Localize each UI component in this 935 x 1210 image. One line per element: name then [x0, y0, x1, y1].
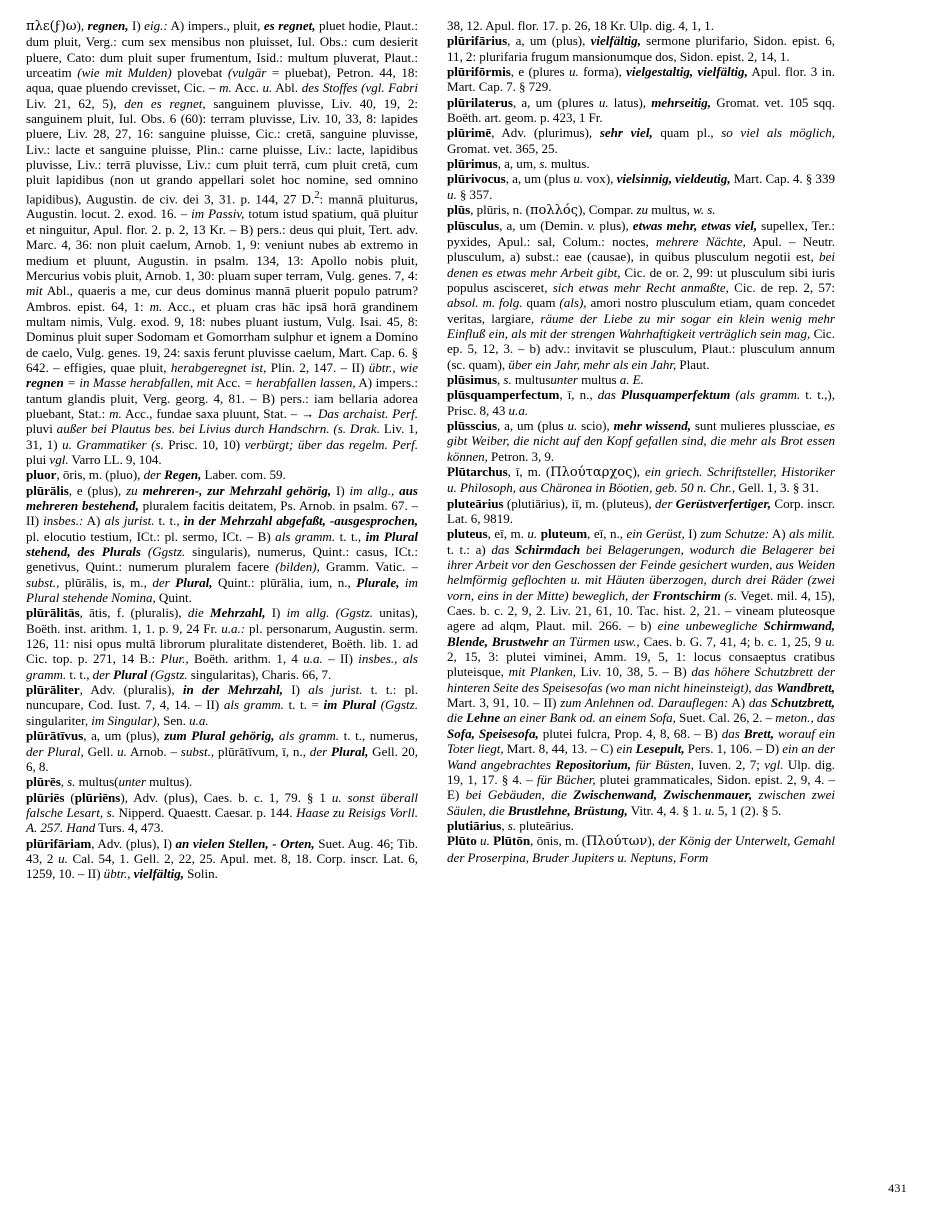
- dictionary-entry: plūriēs (plūriēns), Adv. (plus), Caes. b. c. 1, 79. § 1 u. sonst überall falsche Lesart, s. Nipperd. Quaestt. Caesar. p. 144. Haase zu Reisigs Vorll. A. 257. Hand Turs. 4, 473.: [26, 789, 418, 836]
- dictionary-entry: plūrāliter, Adv. (pluralis), in der Mehrzahl, I) als jurist. t. t.: pl. nuncupare, Cod. Iust. 7, 4, 14. – II) als gramm. t. t. = im Plural (Ggstz. singulariter, im Singular), Sen. u.a.: [26, 682, 418, 728]
- dictionary-entry: pluteus, eī, m. u. pluteum, eī, n., ein Gerüst, I) zum Schutze: A) als milit. t. t.: a) das Schirmdach bei Belagerungen, wodurch die Belagerer bei ihrer Arbeit vor den Geschossen der Feinde gesichert wurden, aus Weiden helmförmig geflochten u. mit Häuten überzogen, durch drei Räder (zwei vorn, eins in der Mitte) beweglich, der Frontschirm (s. Veget. mil. 4, 15), Caes. b. c. 2, 9, 2. Liv. 21, 61, 10. Tac. hist. 2, 21. – vineam pluteosque agere ad alqm, Plaut. mil. 266. – b) eine unbewegliche Schirmwand, Blende, Brustwehr an Türmen usw., Caes. b. G. 7, 41, 4; b. c. 1, 25, 9 u. 2, 15, 3: plutei viminei, Amm. 19, 5, 1: locus consaeptus cratibus pluteisque, mit Planken, Liv. 10, 38, 5. – B) das höhere Schutzbrett der hinteren Seite des Speisesofas (wo man nicht hineinsteigt), das Wandbrett, Mart. 3, 91, 10. – II) zum Anlehnen od. Darauflegen: A) das Schutzbrett, die Lehne an einer Bank od. an einem Sofa, Suet. Cal. 26, 2. – meton., das Sofa, Speisesofa, plutei fulcra, Prop. 4, 8, 68. – B) das Brett, worauf ein Toter liegt, Mart. 8, 44, 13. – C) ein Lesepult, Pers. 1, 106. – D) ein an der Wand angebrachtes Repositorium, für Büsten, Iuven. 2, 7; vgl. Ulp. dig. 19, 1, 17. § 4. – für Bücher, plutei grammaticales, Sidon. epist. 2, 9, 4. – E) bei Gebäuden, die Zwischenwand, Zwischenmauer, zwischen zwei Säulen, die Brustlehne, Brüstung, Vitr. 4, 4. § 1. u. 5, 1 (2). § 5.: [447, 526, 836, 818]
- dictionary-entry: plūrifōrmis, e (plures u. forma), vielgestaltig, vielfältig, Apul. flor. 3 in. Mart. Cap. 7. § 729.: [447, 64, 835, 95]
- dictionary-entry: plūrālis, e (plus), zu mehreren-, zur Mehrzahl gehörig, I) im allg., aus mehreren bestehend, pluralem facitis deitatem, Ps. Arnob. in psalm. 67. – II) insbes.: A) als jurist. t. t., in der Mehrzahl abgefaßt, -ausgesprochen, pl. elocutio testium, ICt.: pl. sermo, ICt. – B) als gramm. t. t., im Plural stehend, des Plurals (Ggstz. singularis), numerus, Quint.: casus, ICt.: genetivus, Quint.: numerum pluralem facere (bilden), Gramm. Vatic. – subst., plūrālis, is, m., der Plural, Quint.: plūrālia, ium, n., Plurale, im Plural stehende Nomina, Quint.: [26, 482, 418, 606]
- dictionary-entry: plūrēs, s. multus(unter multus).: [26, 774, 193, 790]
- dictionary-entry: plūrimus, a, um, s. multus.: [447, 156, 590, 172]
- dictionary-entry: plūrivocus, a, um (plus u. vox), vielsinnig, vieldeutig, Mart. Cap. 4. § 339 u. § 357.: [447, 171, 836, 202]
- dictionary-entry: plutiārius, s. pluteārius.: [447, 817, 574, 833]
- dictionary-entry: plūsimus, s. multusunter multus a. E.: [447, 371, 644, 387]
- dictionary-entry: plūrifāriam, Adv. (plus), I) an vielen Stellen, - Orten, Suet. Aug. 46; Tib. 43, 2 u. Cal. 54, 1. Gell. 2, 22, 25. Apul. met. 8, 18. Corp. inscr. Lat. 6, 1259, 10. – II) übtr., vielfältig, Solin.: [26, 835, 418, 882]
- dictionary-entry: plūsscius, a, um (plus u. scio), mehr wissend, sunt mulieres plussciae, es gibt Weiber, die nicht auf den Kopf gefallen sind, die mehr als Brot essen können, Petron. 3, 9.: [447, 417, 835, 464]
- page-number: 431: [888, 1181, 907, 1195]
- dictionary-entry: plūs, plūris, n. (πολλός), Compar. zu multus, w. s.: [447, 202, 716, 219]
- dictionary-entry: πλε(ϝ)ω), regnen, I) eig.: A) impers., pluit, es regnet, pluet hodie, Plaut.: dum pluit, Verg.: cum sex mensibus non pluisset, Iul. Obs.: cum desierit pluere, Cato: dum pluit super frumentum, Isid.: multum pluverat, Plaut.: urceatim (wie mit Mulden) plovebat (vulgär = pluebat), Petron. 44, 18: aqua, quae pluendo crevisset, Cic. – m. Acc. u. Abl. des Stoffes (vgl. Fabri Liv. 21, 62, 5), den es regnet, sanguinem pluvisse, Liv. 40, 19, 2: sanguinem pluit, Iul. Obs. 6 (60): terram pluvisse, Liv. 10, 33, 8: lapides pluere, Liv. 28, 27, 16: sanguine pluisse, Cic.: cretā, sanguine pluvisse, Liv.: lacte et sanguine pluisse, Plin.: carne pluisse, Liv.: lacte, lapidibus pluvisse, Liv.: terrā pluvisse, Liv.: cum pluit terrā, cum pluit cretā, cum pluit lapidibus (non ut grando appellari solet hoc nomine, sed omnino lapidibus), Augustin. de civ. dei 3, 31. p. 144, 27 D.$^2$: mannā pluiturus, Augustin. locut. 2. exod. 16. – im Passiv, totum istud spatium, quā pluitur et ninguitur, Apul. flor. 2. p. 2, 13 Kr. – B) pers.: deus qui pluit, Tert. adv. Marc. 4, 36: non pluit caelum, Arnob. 1, 9: veniunt nubes ab extremo in medium et pluunt, Augustin. in psalm. 134, 13: Apollo nobis pluit, Mercurius vobis pluit, Arnob. 1, 30: pluam super terram, Vulg. genes. 7, 4: mit Abl., quaeris a me, cur deus dominus mannā pluerit populo patrum? Ambros. epist. 64, 1: m. Acc., et pluam cras hāc ipsā horā grandinem multam nimis, Vulg. exod. 9, 18: nubes pluant iustum, Vulg. Isai. 45, 8: Dominus pluit super Sodomam et Gomorrham sulphur et ignem a Domino de caelo, Vulg. genes. 19, 24: saxis ferunt pluvisse caelum, Mart. Cap. 6. § 642. – effigies, quae pluit, herabgeregnet ist, Plin. 2, 147. – II) übtr., wie regnen = in Masse herabfallen, mit Acc. = herabfallen lassen, A) impers.: tantum glandis pluit, Verg. georg. 4, 81. – B) pers.: iam bellaria adorea pluebant, Stat.: m. Acc., fundae saxa pluunt, Stat. – → Das archaist. Perf. pluvi außer bei Plautus bes. bei Livius durch Handschrn. (s. Drak. Liv. 1, 31, 1) u. Grammatiker (s. Prisc. 10, 10) verbürgt; über das regelm. Perf. plui vgl. Varro LL. 9, 104.: [26, 18, 419, 467]
- left-column: [26, 18, 430, 882]
- dictionary-entry: plūrifārius, a, um (plus), vielfältig, sermone plurifario, Sidon. epist. 6, 11, 2: plurifaria frugum mansionumque dos, Sidon. epist. 2, 14, 1.: [447, 33, 835, 64]
- dictionary-entry: 38, 12. Apul. flor. 17. p. 26, 18 Kr. Ulp. dig. 4, 1, 1.: [447, 18, 714, 33]
- right-column: [431, 18, 835, 865]
- dictionary-entry: plūsquamperfectum, ī, n., das Plusquamperfektum (als gramm. t. t.,), Prisc. 8, 43 u.a.: [447, 387, 835, 418]
- dictionary-entry: Plūtarchus, ī, m. (Πλούταρχος), ein griech. Schriftsteller, Historiker u. Philosoph, aus Chäronea in Böotien, geb. 50 n. Chr., Gell. 1, 3. § 31.: [447, 463, 835, 496]
- dictionary-entry: plūrilaterus, a, um (plures u. latus), mehrseitig, Gromat. vet. 105 sqq. Boëth. art. geom. p. 423, 1 Fr.: [447, 94, 835, 126]
- dictionary-entry: pluor, ōris, m. (pluo), der Regen, Laber. com. 59.: [26, 467, 286, 483]
- page-columns: [26, 18, 909, 1168]
- dictionary-entry: plūrālitās, ātis, f. (pluralis), die Mehrzahl, I) im allg. (Ggstz. unitas), Boëth. inst. arithm. 1, 1. p. 9, 24 Fr. u.a.: pl. personarum, Augustin. serm. 126, 11: nisi opus multā librorum pluralitate distenderet, Boëth. lib. 1. ad Cic. top. p. 271, 14 B.: Plur., Boëth. arithm. 1, 4 u.a. – II) insbes., als gramm. t. t., der Plural (Ggstz. singularitas), Charis. 66, 7.: [26, 605, 418, 682]
- dictionary-entry: plūrimē, Adv. (plurimus), sehr viel, quam pl., so viel als möglich, Gromat. vet. 365, 25.: [447, 125, 835, 156]
- dictionary-entry: plūrātīvus, a, um (plus), zum Plural gehörig, als gramm. t. t., numerus, der Plural, Gell. u. Arnob. – subst., plūrātīvum, ī, n., der Plural, Gell. 20, 6, 8.: [26, 728, 418, 774]
- dictionary-entry: Plūto u. Plūtōn, ōnis, m. (Πλούτων), der König der Unterwelt, Gemahl der Proserpina, Bruder Jupiters u. Neptuns, Form: [447, 833, 835, 865]
- dictionary-entry: plūsculus, a, um (Demin. v. plus), etwas mehr, etwas viel, supellex, Ter.: pyxides, Apul.: sal, Colum.: noctes, mehrere Nächte, Apul. – Neutr. plusculum, a) subst.: eae (causae), in quibus plusculum negotii est, bei denen es etwas mehr Arbeit gibt, Cic. de or. 2, 99: ut plusculum sibi iuris populus ascisceret, sich etwas mehr Recht anmaßte, Cic. de rep. 2, 57: absol. m. folg. quam (als), amori nostro plusculum etiam, quam concedet veritas, largiare, räume der Liebe zu mir sogar ein klein wenig mehr Einfluß ein, als mit der strengen Wahrhaftigkeit verträglich sein mag, Cic. ep. 5, 12, 3. – b) adv.: invitavit se plusculum, Plaut.: plusculum annum (sc. quam), über ein Jahr, mehr als ein Jahr, Plaut.: [447, 218, 836, 372]
- dictionary-entry: pluteārius (plutiārius), iī, m. (pluteus), der Gerüstverfertiger, Corp. inscr. Lat. 6, 9819.: [447, 495, 836, 526]
